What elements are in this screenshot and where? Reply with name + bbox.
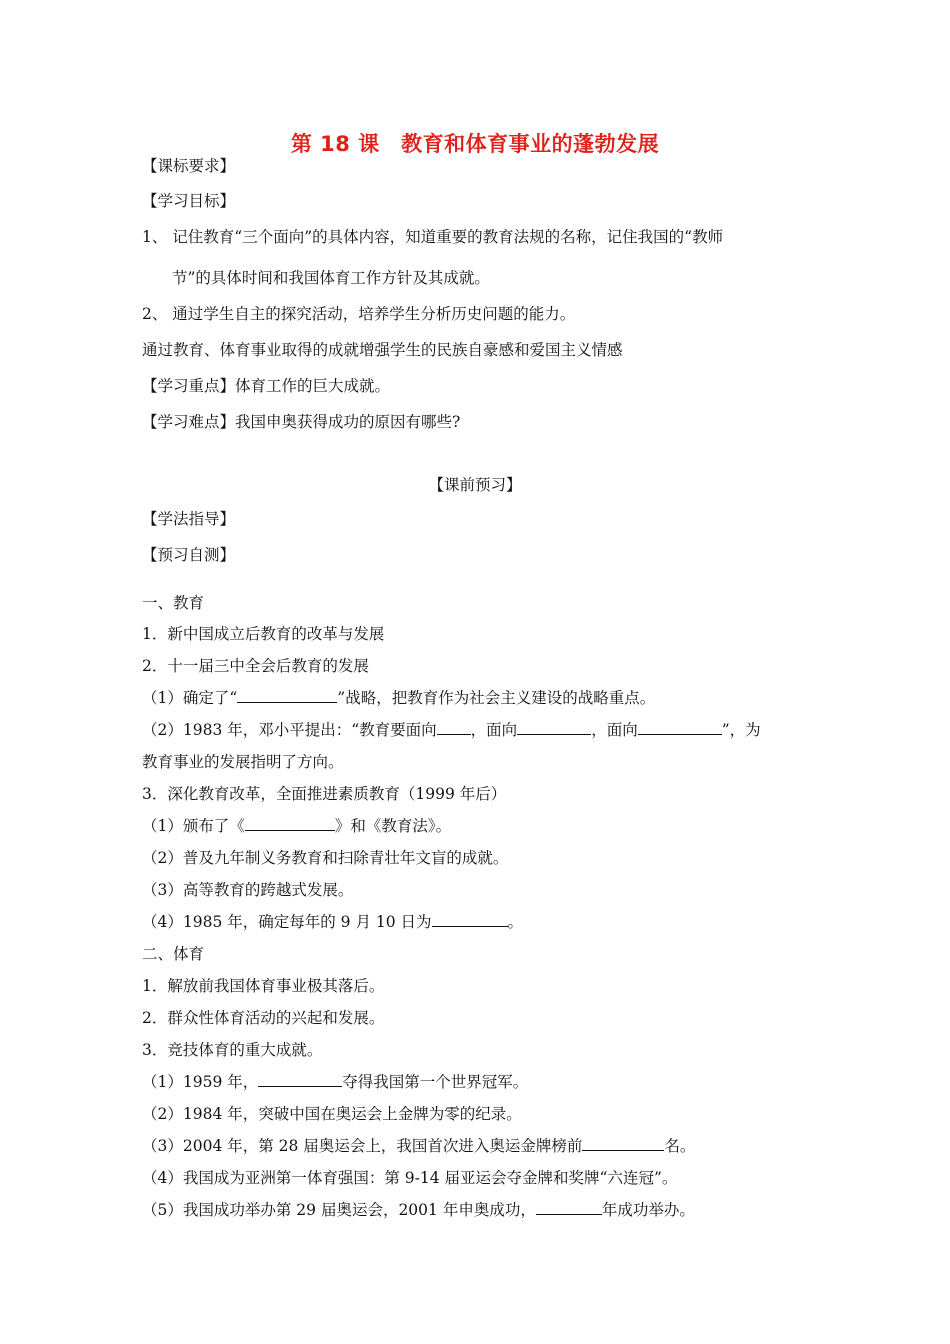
sport-item-3: 3．竞技体育的重大成就。 [142,1041,323,1059]
sport-item-3-5: （5）我国成功举办第 29 届奥运会，2001 年申奥成功， 年成功举办。 [142,1201,695,1219]
section-xuefa: 【学法指导】 [142,510,236,528]
sport-heading: 二、体育 [142,945,205,963]
edu-item-1: 1．新中国成立后教育的改革与发展 [142,625,385,643]
section-mubiao: 【学习目标】 [142,192,236,210]
fill-blank[interactable] [432,912,508,927]
sport-item-3-2: （2）1984 年，突破中国在奥运会上金牌为零的纪录。 [142,1105,522,1123]
edu-item-3-3: （3）高等教育的跨越式发展。 [142,881,354,899]
edu-item-3-2: （2）普及九年制义务教育和扫除青壮年文盲的成就。 [142,849,509,867]
edu-item-3-4: （4）1985 年，确定每年的 9 月 10 日为 。 [142,913,524,931]
edu-item-2: 2．十一届三中全会后教育的发展 [142,657,369,675]
edu-item-3: 3．深化教育改革，全面推进素质教育（1999 年后） [142,785,507,803]
edu-item-2-1: （1）确定了“ ”战略，把教育作为社会主义建设的战略重点。 [142,689,656,707]
sport-item-3-4: （4）我国成为亚洲第一体育强国：第 9-14 届亚运会夺金牌和奖牌“六连冠”。 [142,1169,678,1187]
section-yuxi: 【课前预习】 [428,476,522,494]
goal-2: 2、 通过学生自主的探究活动，培养学生分析历史问题的能力。 [142,305,576,323]
goal-1-line-a: 1、 记住教育“三个面向”的具体内容，知道重要的教育法规的名称，记住我国的“教师 [142,228,724,246]
fill-blank[interactable] [237,688,337,703]
edu-heading: 一、教育 [142,594,205,612]
fill-blank[interactable] [517,720,591,735]
edu-item-2-2-cont: 教育事业的发展指明了方向。 [142,753,344,771]
section-zice: 【预习自测】 [142,546,236,564]
sport-item-3-3: （3）2004 年，第 28 届奥运会上，我国首次进入奥运金牌榜前 名。 [142,1137,696,1155]
difficult-point: 【学习难点】我国申奥获得成功的原因有哪些? [142,413,461,431]
goal-3: 通过教育、体育事业取得的成就增强学生的民族自豪感和爱国主义情感 [142,341,623,359]
fill-blank[interactable] [638,720,722,735]
fill-blank[interactable] [582,1136,664,1151]
fill-blank[interactable] [437,720,471,735]
sport-item-3-1: （1）1959 年， 夺得我国第一个世界冠军。 [142,1073,529,1091]
sport-item-1: 1．解放前我国体育事业极其落后。 [142,977,385,995]
lesson-title: 第 18 课 教育和体育事业的蓬勃发展 [290,132,660,156]
sport-item-2: 2．群众性体育活动的兴起和发展。 [142,1009,385,1027]
fill-blank[interactable] [258,1072,342,1087]
goal-1-line-b: 节”的具体时间和我国体育工作方针及其成就。 [172,269,490,287]
section-kebiao: 【课标要求】 [142,157,236,175]
key-point: 【学习重点】体育工作的巨大成就。 [142,377,391,395]
edu-item-3-1: （1）颁布了《 》和《教育法》。 [142,817,452,835]
fill-blank[interactable] [245,816,335,831]
edu-item-2-2: （2）1983 年，邓小平提出：“教育要面向 ，面向 ，面向 ”，为 [142,721,761,739]
fill-blank[interactable] [536,1200,602,1215]
